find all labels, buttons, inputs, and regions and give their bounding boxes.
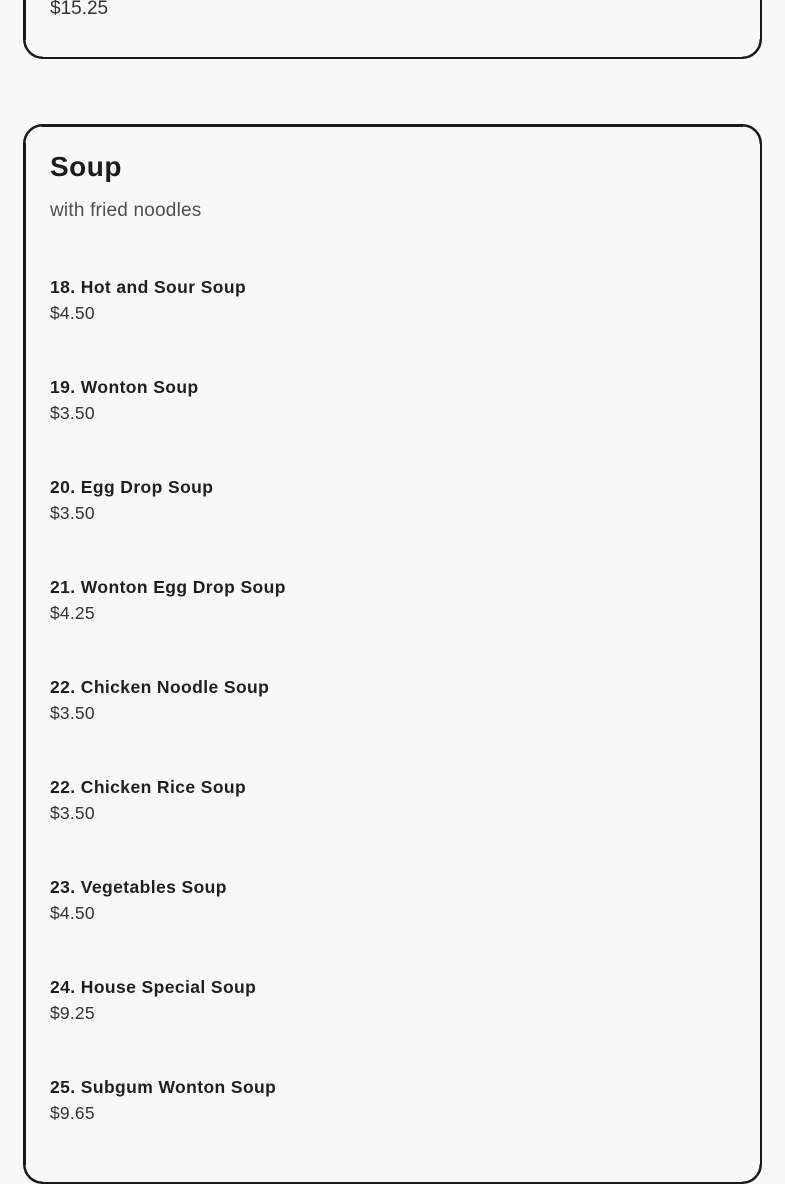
previous-section-card (23, 0, 762, 59)
menu-item (50, 274, 735, 326)
menu-item (50, 574, 735, 626)
corner-flourish-bottom-left (23, 1163, 44, 1184)
card-border-top (42, 124, 743, 127)
menu-item-name: 23. Vegetables Soup (50, 874, 735, 900)
corner-flourish-top-left (23, 124, 44, 145)
menu-item (50, 974, 735, 1026)
menu-item (50, 774, 735, 826)
menu-item (50, 1074, 735, 1126)
menu-item (50, 874, 735, 926)
menu-item-price: $4.50 (50, 900, 735, 926)
menu-item-name: 24. House Special Soup (50, 974, 735, 1000)
card-border-right (760, 0, 763, 40)
menu-item-price: $9.65 (50, 1100, 735, 1126)
corner-flourish-bottom-left (23, 38, 44, 59)
menu-item-name: 20. Egg Drop Soup (50, 474, 735, 500)
soup-section-content (23, 150, 762, 1126)
menu-item-name: 22. Chicken Rice Soup (50, 774, 735, 800)
menu-item-name: 25. Subgum Wonton Soup (50, 1074, 735, 1100)
menu-item-price: $4.25 (50, 600, 735, 626)
card-border-bottom (42, 57, 743, 60)
menu-item-name: 18. Hot and Sour Soup (50, 274, 735, 300)
menu-item-price: $3.50 (50, 400, 735, 426)
menu-item-price: $9.25 (50, 1000, 735, 1026)
corner-flourish-bottom-right (741, 38, 762, 59)
menu-items-list (50, 274, 735, 1126)
menu-item-price: $15.25 (50, 0, 108, 19)
menu-item-price: $3.50 (50, 500, 735, 526)
menu-item-price: $3.50 (50, 700, 735, 726)
menu-item-name: 19. Wonton Soup (50, 374, 735, 400)
menu-item (50, 674, 735, 726)
section-title: Soup (50, 150, 735, 184)
menu-item-price: $4.50 (50, 300, 735, 326)
corner-flourish-bottom-right (741, 1163, 762, 1184)
card-border-left (23, 0, 26, 40)
menu-item (50, 374, 735, 426)
section-subtitle: with fried noodles (50, 198, 735, 225)
menu-item-price: $3.50 (50, 800, 735, 826)
corner-flourish-top-right (741, 124, 762, 145)
menu-item-name: 21. Wonton Egg Drop Soup (50, 574, 735, 600)
menu-item (50, 474, 735, 526)
menu-item-name: 22. Chicken Noodle Soup (50, 674, 735, 700)
soup-section-card (23, 124, 762, 1184)
